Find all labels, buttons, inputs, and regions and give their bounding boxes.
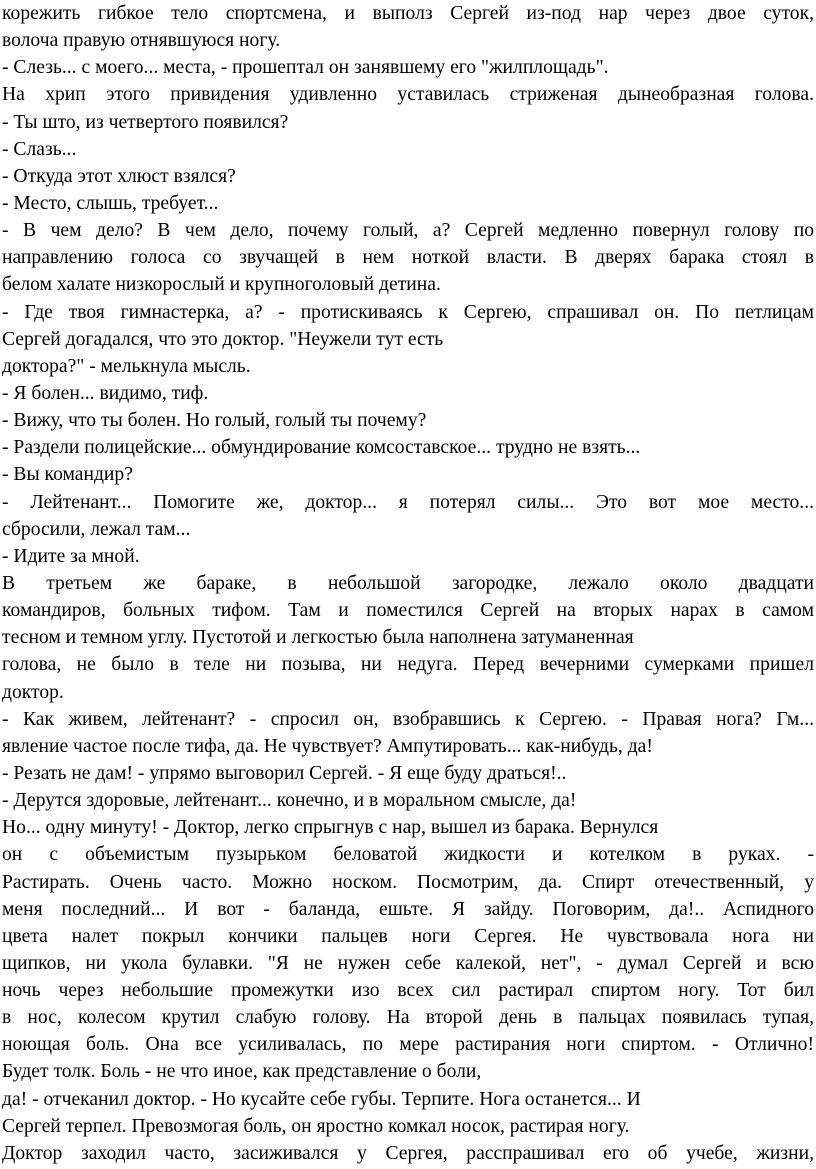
text-line: да! - отчеканил доктор. - Но кусайте себе губы. Терпите. Нога останется... И — [2, 1088, 641, 1110]
text-line: меня последний... И вот - баланда, ешьте. Я зайду. Поговорим, да!.. Аспидного — [2, 898, 814, 920]
text-line: щипков, ни укола булавки. "Я не нужен себе калекой, нет", - думал Сергей и всю — [2, 952, 814, 974]
text-line: явление частое после тифа, да. Не чувствует? Ампутировать... как-нибудь, да! — [2, 735, 653, 757]
text-line: сбросили, лежал там... — [2, 518, 191, 540]
text-line: белом халате низкорослый и крупноголовый детина. — [2, 274, 441, 296]
text-line: - Где твоя гимнастерка, а? - протискиваясь к Сергею, спрашивал он. По петлицам — [2, 301, 814, 323]
text-line: корежить гибкое тело спортсмена, и выполз Сергей из-под нар через двое суток, — [2, 3, 814, 24]
document-body — [2, 0, 814, 1167]
text-line: - Место, слышь, требует... — [2, 192, 219, 214]
text-line: - В чем дело? В чем дело, почему голый, а? Сергей медленно повернул голову по — [2, 220, 814, 242]
text-line: доктор. — [2, 681, 64, 703]
text-line: ноющая боль. Она все усиливалась, по мере растирания ноги спиртом. - Отлично! — [2, 1034, 814, 1056]
text-line: Доктор заходил часто, засиживался у Сергея, расспрашивал его об учебе, жизни, — [2, 1142, 814, 1164]
text-line: Но... одну минуту! - Доктор, легко спрыгнув с нар, вышел из барака. Вернулся — [2, 817, 659, 839]
text-line: направлению голоса со звучащей в нем ноткой власти. В дверях барака стоял в — [2, 247, 814, 269]
text-line: На хрип этого привидения удивленно уставилась стриженая дынеобразная голова. — [2, 84, 814, 106]
text-line: - Слезь... с моего... места, - прошептал он занявшему его "жилплощадь". — [2, 57, 609, 79]
text-line: в нос, колесом крутил слабую голову. На второй день в пальцах появилась тупая, — [2, 1007, 814, 1029]
text-line: - Раздели полицейские... обмундирование комсоставское... трудно не взять... — [2, 437, 641, 459]
text-line: - Вы командир? — [2, 464, 133, 486]
text-line: голова, не было в теле ни позыва, ни недуга. Перед вечерними сумерками пришел — [2, 654, 814, 676]
text-line: командиров, больных тифом. Там и поместился Сергей на вторых нарах в самом — [2, 600, 814, 622]
text-line: Будет толк. Боль - не что иное, как представление о боли, — [2, 1061, 482, 1083]
text-line: - Откуда этот хлюст взялся? — [2, 165, 236, 187]
text-line: - Резать не дам! - упрямо выговорил Сергей. - Я еще буду драться!.. — [2, 762, 567, 784]
text-line: Растирать. Очень часто. Можно носком. Посмотрим, да. Спирт отечественный, у — [2, 871, 814, 893]
text-line: - Как живем, лейтенант? - спросил он, взобравшись к Сергею. - Правая нога? Гм... — [2, 708, 814, 730]
text-line: - Ты што, из четвертого появился? — [2, 111, 289, 133]
text-line: волоча правую отнявшуюся ногу. — [2, 30, 281, 52]
text-line: тесном и темном углу. Пустотой и легкостью была наполнена затуманенная — [2, 627, 634, 649]
text-line: - Вижу, что ты болен. Но голый, голый ты почему? — [2, 410, 427, 432]
text-line: доктора?" - мелькнула мысль. — [2, 355, 251, 377]
text-line: - Я болен... видимо, тиф. — [2, 382, 209, 404]
text-line: В третьем же бараке, в небольшой загородке, лежало около двадцати — [2, 572, 814, 594]
text-line: - Дерутся здоровые, лейтенант... конечно, и в моральном смысле, да! — [2, 790, 577, 812]
text-line: - Идите за мной. — [2, 545, 140, 567]
text-line: - Лейтенант... Помогите же, доктор... я потерял силы... Это вот мое место... — [2, 491, 814, 513]
text-line: он с объемистым пузырьком беловатой жидкости и котелком в руках. - — [2, 844, 814, 866]
text-line: Сергей терпел. Превозмогая боль, он яростно комкал носок, растирая ногу. — [2, 1115, 630, 1137]
text-line: цвета налет покрыл кончики пальцев ноги Сергея. Не чувствовала нога ни — [2, 925, 814, 947]
text-line: - Слазь... — [2, 138, 77, 160]
text-line: ночь через небольшие промежутки изо всех сил растирал спиртом ногу. Тот бил — [2, 980, 814, 1002]
text-line: Сергей догадался, что это доктор. "Неужели тут есть — [2, 328, 444, 350]
